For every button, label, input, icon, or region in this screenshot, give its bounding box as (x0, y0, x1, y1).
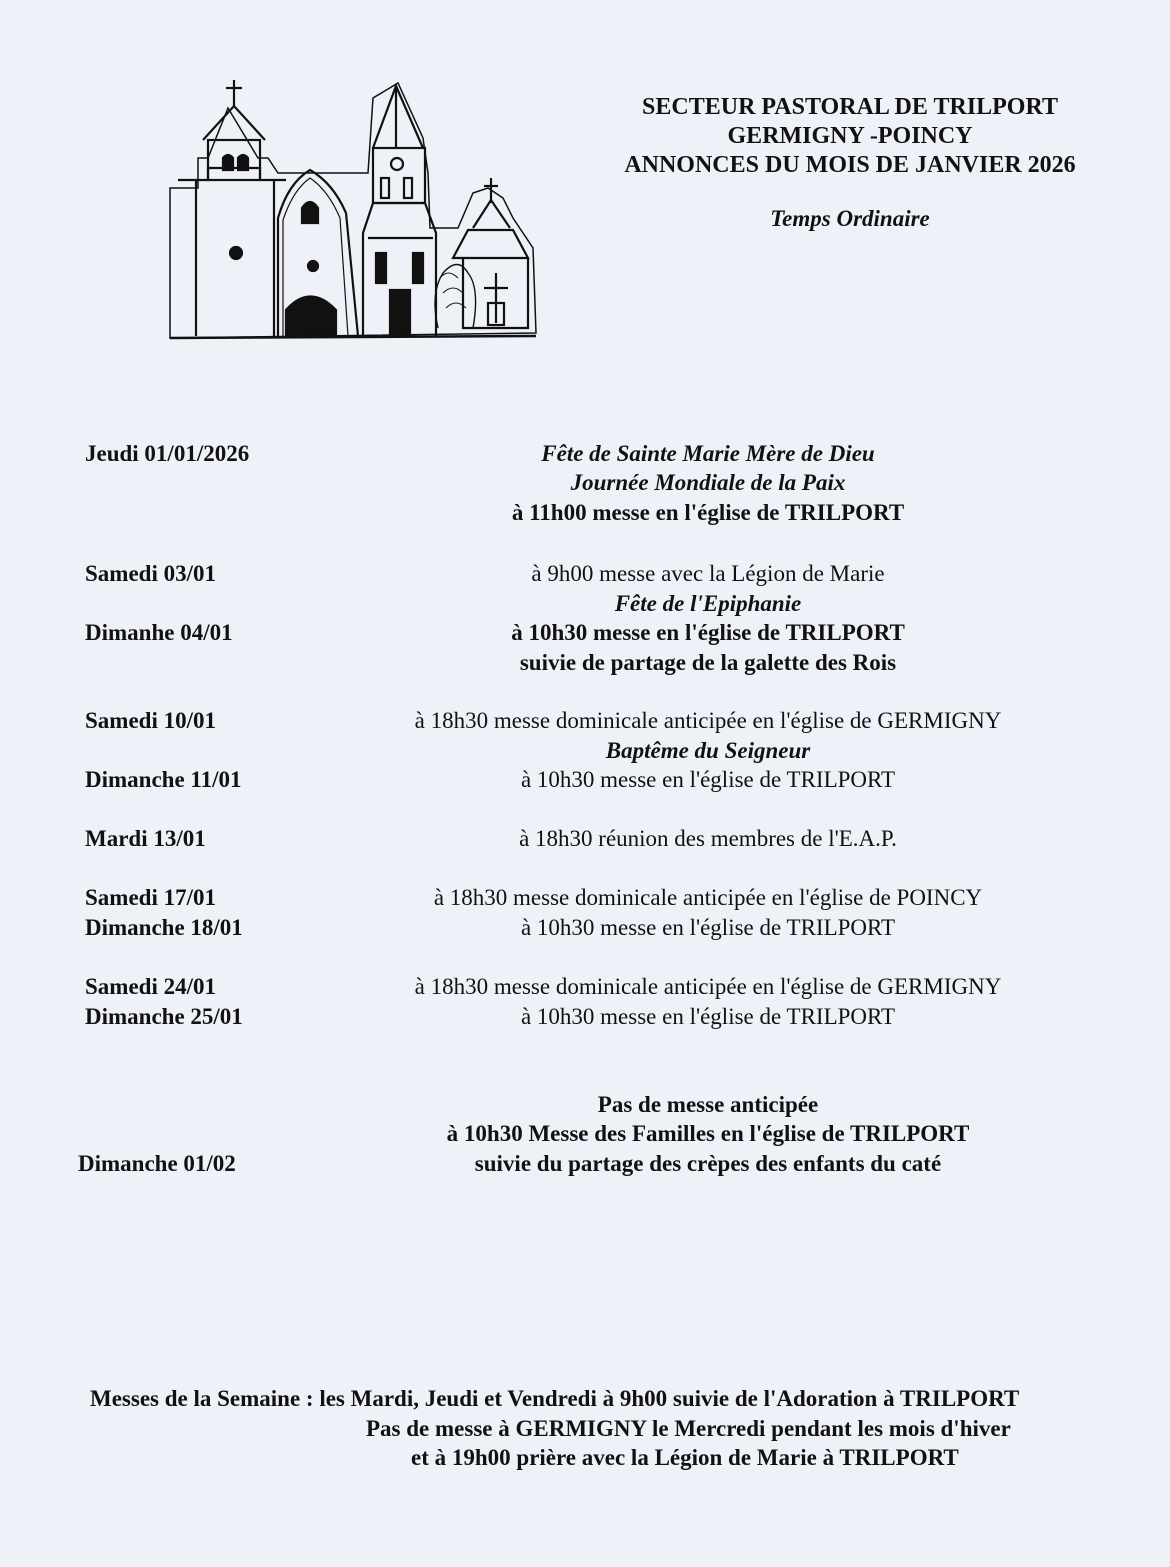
date-label: Samedi 03/01 (85, 561, 216, 586)
feast-title: Baptême du Seigneur (605, 738, 811, 763)
event-text: à 10h30 Messe des Familles en l'église de TRILPORT (446, 1121, 970, 1146)
event-text: Pas de messe anticipée (597, 1092, 819, 1117)
event-text: à 10h30 messe en l'église de TRILPORT (520, 915, 896, 940)
page-title: ANNONCES DU MOIS DE JANVIER 2026 (624, 152, 1076, 178)
feast-title: Fête de l'Epiphanie (614, 591, 802, 616)
event-text: à 10h30 messe en l'église de TRILPORT (520, 1004, 896, 1029)
event-text: à 10h30 messe en l'église de TRILPORT (520, 767, 896, 792)
date-label: Dimanche 11/01 (85, 767, 242, 792)
weekly-masses-line: Messes de la Semaine : les Mardi, Jeudi et Vendredi à 9h00 suivie de l'Adoration à TRILPORT (90, 1386, 1020, 1411)
date-label: Samedi 10/01 (85, 708, 216, 733)
feast-title: Fête de Sainte Marie Mère de Dieu (541, 441, 875, 466)
prayer-note-line: et à 19h00 prière avec la Légion de Marie à TRILPORT (411, 1445, 959, 1470)
date-label: Dimanche 18/01 (85, 915, 243, 940)
event-text: à 18h30 messe dominicale anticipée en l'église de GERMIGNY (414, 708, 1002, 733)
event-text: à 9h00 messe avec la Légion de Marie (531, 561, 885, 586)
parishes-title: GERMIGNY -POINCY (727, 123, 973, 149)
liturgical-season: Temps Ordinaire (770, 206, 930, 231)
event-text: à 18h30 messe dominicale anticipée en l'église de GERMIGNY (414, 974, 1002, 999)
date-label: Samedi 17/01 (85, 885, 216, 910)
event-text: suivie du partage des crèpes des enfants du caté (474, 1151, 942, 1176)
churches-illustration-icon (168, 78, 538, 343)
feast-subtitle: Journée Mondiale de la Paix (570, 470, 846, 495)
event-text: suivie de partage de la galette des Rois (519, 650, 897, 675)
event-text: à 11h00 messe en l'église de TRILPORT (511, 500, 905, 525)
date-label: Jeudi 01/01/2026 (85, 441, 250, 466)
header (590, 93, 1110, 232)
winter-note-line: Pas de messe à GERMIGNY le Mercredi pendant les mois d'hiver (366, 1416, 1011, 1441)
date-label: Dimanhe 04/01 (85, 620, 233, 645)
date-label: Dimanche 01/02 (78, 1151, 236, 1176)
event-text: à 18h30 réunion des membres de l'E.A.P. (519, 826, 897, 851)
sector-title: SECTEUR PASTORAL DE TRILPORT (642, 94, 1058, 120)
date-label: Mardi 13/01 (85, 826, 206, 851)
date-label: Samedi 24/01 (85, 974, 216, 999)
date-label: Dimanche 25/01 (85, 1004, 243, 1029)
event-text: à 10h30 messe en l'église de TRILPORT (511, 620, 905, 645)
event-text: à 18h30 messe dominicale anticipée en l'église de POINCY (433, 885, 983, 910)
